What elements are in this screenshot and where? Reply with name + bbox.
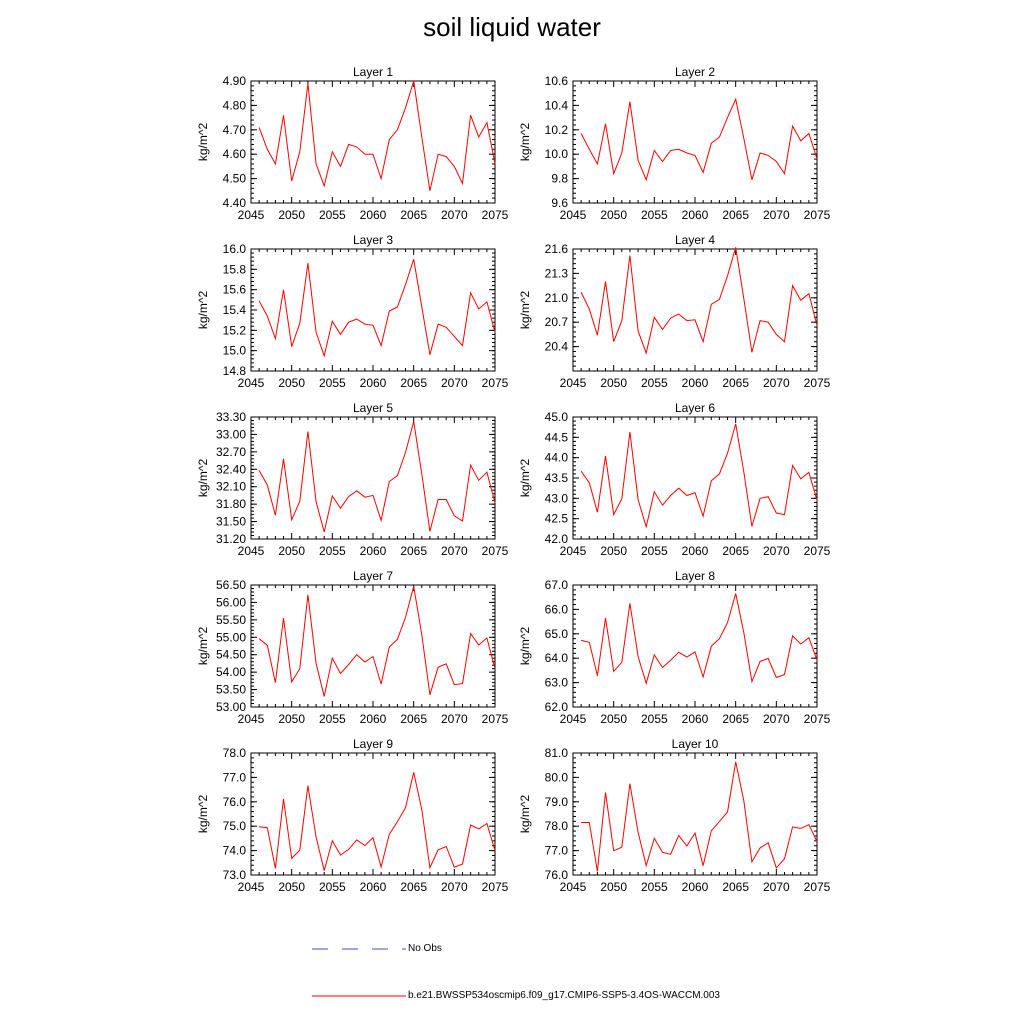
layer-4-ytick-label: 20.7: [544, 315, 568, 330]
layer-1-xtick-label: 2045: [237, 208, 265, 222]
layer-10-xtick-label: 2070: [762, 880, 790, 894]
layer-5-ytick-label: 31.20: [215, 532, 246, 546]
layer-1-xtick-label: 2050: [278, 208, 306, 222]
layer-10-xtick-label: 2055: [640, 880, 668, 894]
layer-7-ytick-label: 54.00: [215, 665, 246, 680]
layer-5-xtick-label: 2075: [481, 544, 509, 558]
legend-obs-label: No Obs: [408, 943, 442, 954]
layer-9-ytick-label: 77.0: [222, 770, 246, 785]
layer-9-xtick-label: 2070: [440, 880, 468, 894]
layer-9-ytick-label: 75.0: [222, 819, 246, 834]
layer-4-xtick-label: 2065: [722, 376, 750, 390]
layer-8-xtick-label: 2060: [681, 712, 709, 726]
layer-3-ytick-label: 16.0: [222, 242, 246, 256]
layer-1-ytick-label: 4.80: [222, 98, 246, 113]
layer-5-ytick-label: 33.00: [215, 427, 246, 442]
layer-6-xtick-label: 2070: [762, 544, 790, 558]
layer-9-xtick-label: 2060: [359, 880, 387, 894]
layer-10-xtick-label: 2065: [722, 880, 750, 894]
layer-6-xtick-label: 2065: [722, 544, 750, 558]
layer-7-xtick-label: 2075: [481, 712, 509, 726]
layer-10-ytick-label: 76.0: [544, 868, 568, 882]
layer-4-xtick-label: 2075: [803, 376, 831, 390]
layer-7-xtick-label: 2070: [440, 712, 468, 726]
layer-1-ytick-label: 4.40: [222, 196, 246, 210]
layer-3-ylabel: kg/m^2: [196, 290, 210, 330]
layer-10-ytick-label: 77.0: [544, 843, 568, 858]
layer-2-xtick-label: 2050: [600, 208, 628, 222]
layer-5-ytick-label: 32.40: [215, 462, 246, 477]
layer-6-frame: [573, 417, 817, 539]
layer-6-ytick-label: 44.5: [544, 430, 568, 445]
layer-9-ytick-label: 74.0: [222, 843, 246, 858]
layer-8-xtick-label: 2075: [803, 712, 831, 726]
layer-6-ytick-label: 43.0: [544, 491, 568, 506]
layer-1-ytick-label: 4.60: [222, 147, 246, 162]
layer-10-series-line: [581, 762, 817, 872]
layer-10-xtick-label: 2075: [803, 880, 831, 894]
layer-3-xtick-label: 2050: [278, 376, 306, 390]
layer-3-ytick-label: 15.4: [222, 303, 246, 317]
layer-2-title: Layer 2: [674, 65, 716, 79]
layer-10-ylabel: kg/m^2: [518, 794, 532, 834]
layer-6-ylabel: kg/m^2: [518, 458, 532, 498]
layer-10-ytick-label: 79.0: [544, 794, 568, 809]
layer-2-xtick-label: 2075: [803, 208, 831, 222]
layer-5-ytick-label: 31.80: [215, 497, 246, 512]
layer-3-ytick-label: 15.6: [222, 282, 246, 297]
layer-5-ytick-label: 32.70: [215, 444, 246, 459]
layer-6-xtick-label: 2060: [681, 544, 709, 558]
layer-2-frame: [573, 81, 817, 203]
layer-8-xtick-label: 2045: [559, 712, 587, 726]
layer-7-ytick-label: 53.00: [215, 700, 246, 714]
layer-7-frame: [251, 585, 495, 707]
layer-3-xtick-label: 2075: [481, 376, 509, 390]
layer-1-title: Layer 1: [352, 65, 394, 79]
layer-6-ytick-label: 45.0: [544, 410, 568, 424]
layer-2-xtick-label: 2045: [559, 208, 587, 222]
layer-1-frame: [251, 81, 495, 203]
layer-3-ytick-label: 15.2: [222, 323, 246, 338]
layer-6-ytick-label: 43.5: [544, 471, 568, 485]
layer-3-title: Layer 3: [352, 233, 394, 247]
layer-2-xtick-label: 2070: [762, 208, 790, 222]
layer-10-ytick-label: 80.0: [544, 770, 568, 785]
layer-1-xtick-label: 2070: [440, 208, 468, 222]
layer-5-xtick-label: 2070: [440, 544, 468, 558]
layer-3-series-line: [259, 259, 495, 356]
layer-1-xtick-label: 2065: [400, 208, 428, 222]
layer-5-series-line: [259, 422, 495, 532]
layer-5-xtick-label: 2045: [237, 544, 265, 558]
layer-7-panel: [196, 569, 509, 726]
layer-10-xtick-label: 2045: [559, 880, 587, 894]
layer-2-ytick-label: 10.2: [544, 122, 568, 137]
layer-3-xtick-label: 2065: [400, 376, 428, 390]
layer-3-ytick-label: 15.8: [222, 262, 246, 277]
layer-5-xtick-label: 2050: [278, 544, 306, 558]
layer-7-ytick-label: 56.00: [215, 595, 246, 610]
layer-8-xtick-label: 2070: [762, 712, 790, 726]
layer-2-ylabel: kg/m^2: [518, 122, 532, 162]
layer-7-xtick-label: 2065: [400, 712, 428, 726]
layer-7-xtick-label: 2050: [278, 712, 306, 726]
layer-2-xtick-label: 2060: [681, 208, 709, 222]
layer-6-xtick-label: 2045: [559, 544, 587, 558]
layer-1-xtick-label: 2075: [481, 208, 509, 222]
layer-2-series-line: [581, 99, 817, 180]
layer-3-xtick-label: 2070: [440, 376, 468, 390]
layer-8-xtick-label: 2065: [722, 712, 750, 726]
layer-9-ytick-label: 73.0: [222, 868, 246, 882]
layer-5-frame: [251, 417, 495, 539]
layer-9-xtick-label: 2050: [278, 880, 306, 894]
layer-8-ytick-label: 66.0: [544, 602, 568, 617]
layer-9-ytick-label: 78.0: [222, 746, 246, 760]
layer-3-ytick-label: 15.0: [222, 343, 246, 358]
layer-5-ylabel: kg/m^2: [196, 458, 210, 498]
layer-7-ytick-label: 55.00: [215, 630, 246, 645]
layer-1-ytick-label: 4.70: [222, 122, 246, 137]
layer-1-xtick-label: 2060: [359, 208, 387, 222]
layer-9-title: Layer 9: [352, 737, 394, 751]
layer-6-xtick-label: 2050: [600, 544, 628, 558]
layer-9-xtick-label: 2055: [318, 880, 346, 894]
layer-3-frame: [251, 249, 495, 371]
layer-2-ytick-label: 9.8: [551, 171, 568, 186]
layer-9-xtick-label: 2065: [400, 880, 428, 894]
layer-9-xtick-label: 2045: [237, 880, 265, 894]
layer-2-xtick-label: 2055: [640, 208, 668, 222]
layer-7-ytick-label: 54.50: [215, 647, 246, 662]
layer-4-xtick-label: 2045: [559, 376, 587, 390]
layer-8-ylabel: kg/m^2: [518, 626, 532, 666]
layer-7-ytick-label: 56.50: [215, 578, 246, 592]
layer-8-ytick-label: 63.0: [544, 675, 568, 690]
layer-4-panel: [518, 233, 831, 390]
layer-7-xtick-label: 2045: [237, 712, 265, 726]
layer-10-title: Layer 10: [671, 737, 719, 751]
layer-3-xtick-label: 2045: [237, 376, 265, 390]
legend-model-swatch: [312, 993, 406, 999]
layer-6-series-line: [581, 424, 817, 527]
legend-model-label: b.e21.BWSSP534oscmip6.f09_g17.CMIP6-SSP5-3.4OS-WACCM.003: [408, 990, 720, 1001]
layer-3-ytick-label: 14.8: [222, 364, 246, 378]
layer-10-ytick-label: 81.0: [544, 746, 568, 760]
layer-8-ytick-label: 64.0: [544, 651, 568, 666]
layer-2-ytick-label: 10.4: [544, 98, 568, 113]
layer-5-xtick-label: 2060: [359, 544, 387, 558]
layer-5-xtick-label: 2065: [400, 544, 428, 558]
layer-3-panel: [196, 233, 509, 390]
layer-8-xtick-label: 2055: [640, 712, 668, 726]
layer-7-ylabel: kg/m^2: [196, 626, 210, 666]
layer-9-frame: [251, 753, 495, 875]
layer-2-ytick-label: 10.0: [544, 147, 568, 162]
layer-2-panel: [518, 65, 831, 222]
layer-4-series-line: [581, 247, 817, 353]
layer-7-xtick-label: 2060: [359, 712, 387, 726]
layer-3-xtick-label: 2060: [359, 376, 387, 390]
layer-4-ytick-label: 20.4: [544, 339, 568, 354]
layer-4-title: Layer 4: [674, 233, 716, 247]
layer-7-xtick-label: 2055: [318, 712, 346, 726]
layer-9-series-line: [259, 772, 495, 870]
layer-1-panel: [196, 65, 509, 222]
layer-1-ytick-label: 4.90: [222, 74, 246, 88]
layer-6-panel: [518, 401, 831, 558]
legend-obs: [312, 943, 442, 954]
layer-9-xtick-label: 2075: [481, 880, 509, 894]
layer-1-series-line: [259, 81, 495, 191]
layer-2-ytick-label: 10.6: [544, 74, 568, 88]
layer-4-ytick-label: 21.6: [544, 242, 568, 256]
layer-6-xtick-label: 2075: [803, 544, 831, 558]
legend-model: [312, 990, 720, 1001]
layer-7-title: Layer 7: [352, 569, 394, 583]
layer-2-xtick-label: 2065: [722, 208, 750, 222]
layer-2-ytick-label: 9.6: [551, 196, 568, 210]
layer-6-ytick-label: 42.0: [544, 532, 568, 546]
layer-8-xtick-label: 2050: [600, 712, 628, 726]
layer-4-xtick-label: 2050: [600, 376, 628, 390]
layer-4-ytick-label: 21.0: [544, 290, 568, 305]
layer-5-ytick-label: 32.10: [215, 479, 246, 494]
legend-obs-swatch: [312, 946, 406, 952]
layer-5-ytick-label: 31.50: [215, 514, 246, 529]
layer-4-ylabel: kg/m^2: [518, 290, 532, 330]
layer-8-ytick-label: 65.0: [544, 626, 568, 641]
layer-6-ytick-label: 42.5: [544, 511, 568, 526]
layer-4-xtick-label: 2055: [640, 376, 668, 390]
layer-1-ytick-label: 4.50: [222, 171, 246, 186]
layer-10-xtick-label: 2050: [600, 880, 628, 894]
layer-5-title: Layer 5: [352, 401, 394, 415]
layer-6-ytick-label: 44.0: [544, 450, 568, 465]
layer-3-xtick-label: 2055: [318, 376, 346, 390]
layer-5-xtick-label: 2055: [318, 544, 346, 558]
layer-4-xtick-label: 2070: [762, 376, 790, 390]
layer-10-ytick-label: 78.0: [544, 819, 568, 834]
layer-8-ytick-label: 67.0: [544, 578, 568, 592]
layer-7-series-line: [259, 586, 495, 696]
layer-8-series-line: [581, 594, 817, 684]
layer-1-xtick-label: 2055: [318, 208, 346, 222]
layer-1-ylabel: kg/m^2: [196, 122, 210, 162]
layer-7-ytick-label: 53.50: [215, 682, 246, 697]
layer-10-xtick-label: 2060: [681, 880, 709, 894]
layer-9-panel: [196, 737, 509, 894]
layer-7-ytick-label: 55.50: [215, 612, 246, 627]
layer-9-ytick-label: 76.0: [222, 794, 246, 809]
layer-5-ytick-label: 33.30: [215, 410, 246, 424]
layer-4-xtick-label: 2060: [681, 376, 709, 390]
layer-10-panel: [518, 737, 831, 894]
layer-9-ylabel: kg/m^2: [196, 794, 210, 834]
layer-4-ytick-label: 21.3: [544, 266, 568, 281]
layer-6-title: Layer 6: [674, 401, 716, 415]
page-title: soil liquid water: [423, 12, 601, 42]
layer-8-title: Layer 8: [674, 569, 716, 583]
layer-10-frame: [573, 753, 817, 875]
layer-6-xtick-label: 2055: [640, 544, 668, 558]
layer-8-ytick-label: 62.0: [544, 700, 568, 714]
layer-8-panel: [518, 569, 831, 726]
layer-5-panel: [196, 401, 509, 558]
